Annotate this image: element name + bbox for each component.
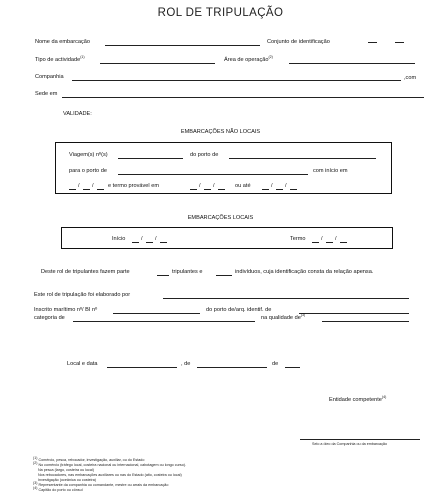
label-companhia: Companhia <box>35 74 64 80</box>
label-de-2: de <box>272 361 279 367</box>
separator-slash: / <box>155 236 157 242</box>
field-inicio-dia[interactable] <box>69 189 76 190</box>
footnote-2-rebocadores: Nos rebocadores, nas embarcações auxiliares ou nas do Estado (alto, costeira ou local) <box>38 473 182 477</box>
label-companhia-suffix: ,com <box>404 75 417 81</box>
label-do-porto: do porto de <box>190 152 219 158</box>
separator-slash: / <box>92 183 94 189</box>
field-termo-dia[interactable] <box>190 189 197 190</box>
label-nome-embarcacao: Nome da embarcação <box>35 39 91 45</box>
heading-locais: EMBARCAÇÕES LOCAIS <box>187 215 254 221</box>
field-ate-ano[interactable] <box>290 189 297 190</box>
label-para-porto: para o porto de <box>69 168 107 174</box>
footnote-1: (1) Comércio, pesca, rebocador, investigação, auxiliar, ou do Estado <box>33 456 145 463</box>
footnote-2-investigacao: Investigação (oceânica ou costeira) <box>38 478 97 482</box>
separator-slash: / <box>213 183 215 189</box>
separator-slash: / <box>271 183 273 189</box>
field-local-inicio-ano[interactable] <box>160 242 167 243</box>
field-categoria[interactable] <box>73 321 255 322</box>
field-elaborado-por[interactable] <box>163 298 409 299</box>
label-conjunto-identificacao: Conjunto de identificação <box>267 39 330 45</box>
label-termo: Termo <box>290 236 306 242</box>
statement-part1: Deste rol de tripulantes fazem parte <box>41 269 130 275</box>
box-locais <box>61 227 393 249</box>
field-local[interactable] <box>107 367 177 368</box>
field-do-porto[interactable] <box>229 158 376 159</box>
field-local-inicio-dia[interactable] <box>132 242 139 243</box>
label-inicio: Início <box>112 236 126 242</box>
field-para-porto[interactable] <box>118 174 308 175</box>
footnote-4: (4) Capitão do porto ou cônsul <box>33 486 83 493</box>
label-selo: Selo a óleo da Companhia ou da embarcação <box>312 442 388 446</box>
field-selo[interactable] <box>300 439 420 440</box>
separator-slash: / <box>199 183 201 189</box>
footnote-2-pesca: Na pesca (largo, costeira ou local) <box>38 468 94 472</box>
field-porto-arq[interactable] <box>299 313 409 314</box>
field-ate-dia[interactable] <box>262 189 269 190</box>
field-local-termo-mes[interactable] <box>326 242 333 243</box>
footnote-2: (2) No comércio (tráfego local, costeira nacional ou internacional, cabotagem ou longo curso). <box>33 461 187 468</box>
label-qualidade: na qualidade $de^{(3)}$ <box>261 313 306 321</box>
field-local-termo-dia[interactable] <box>312 242 319 243</box>
label-viagem: Viagem(s) nº(s) <box>69 152 108 158</box>
field-inicio-mes[interactable] <box>83 189 90 190</box>
footnote-3: (3) Representante da companhia ou comandante, mestre ou arrais da embarcação <box>33 481 169 488</box>
label-termo-provavel: e termo provável em <box>108 183 159 189</box>
field-ano[interactable] <box>285 367 300 368</box>
field-local-termo-ano[interactable] <box>340 242 347 243</box>
field-num-tripulantes[interactable] <box>157 275 169 276</box>
label-tipo-actividade: Tipo de actividade$^{(1)}$ <box>35 55 85 63</box>
label-entidade-competente: Entidade competente$^{(4)}$ <box>329 395 387 403</box>
field-qualidade[interactable] <box>322 321 409 322</box>
document-title: ROL DE TRIPULAÇÃO <box>157 7 284 19</box>
heading-nao-locais: EMBARCAÇÕES NÃO LOCAIS <box>180 129 261 135</box>
label-sede: Sede em <box>35 91 58 97</box>
label-inscrito-maritimo: Inscrito marítimo nº/ BI nº <box>34 307 98 313</box>
field-inscrito-maritimo[interactable] <box>113 313 200 314</box>
separator-slash: / <box>78 183 80 189</box>
label-local-data: Local e data <box>67 361 98 367</box>
label-de-1: , de <box>181 361 191 367</box>
field-nome-embarcacao[interactable] <box>105 45 260 46</box>
label-porto-arq: do porto de/arq. identif. de <box>206 307 272 313</box>
field-termo-ano[interactable] <box>218 189 225 190</box>
field-conjunto-1[interactable] <box>368 42 377 43</box>
label-area-operacao: Área de operação$^{(2)}$ <box>224 55 273 63</box>
label-ou-ate: ou até <box>235 183 251 189</box>
separator-slash: / <box>321 236 323 242</box>
label-elaborado-por: Este rol de tripulação foi elaborado por <box>34 292 131 298</box>
field-num-individuos[interactable] <box>216 275 232 276</box>
separator-slash: / <box>141 236 143 242</box>
field-tipo-actividade[interactable] <box>100 63 215 64</box>
label-validade: VALIDADE: <box>63 111 92 117</box>
statement-part2: tripulantes e <box>172 269 203 275</box>
separator-slash: / <box>285 183 287 189</box>
field-area-operacao[interactable] <box>289 63 415 64</box>
field-viagem[interactable] <box>118 158 183 159</box>
label-categoria: categoria de <box>34 315 65 321</box>
field-local-inicio-mes[interactable] <box>146 242 153 243</box>
field-termo-mes[interactable] <box>204 189 211 190</box>
separator-slash: / <box>335 236 337 242</box>
label-com-inicio: com início em <box>313 168 348 174</box>
statement-part3: indivíduos, cuja identificação consta da relação apensa. <box>235 269 374 275</box>
field-conjunto-2[interactable] <box>395 42 404 43</box>
field-inicio-ano[interactable] <box>97 189 104 190</box>
field-companhia[interactable] <box>72 80 401 81</box>
field-sede[interactable] <box>62 97 424 98</box>
field-mes[interactable] <box>197 367 267 368</box>
field-ate-mes[interactable] <box>276 189 283 190</box>
